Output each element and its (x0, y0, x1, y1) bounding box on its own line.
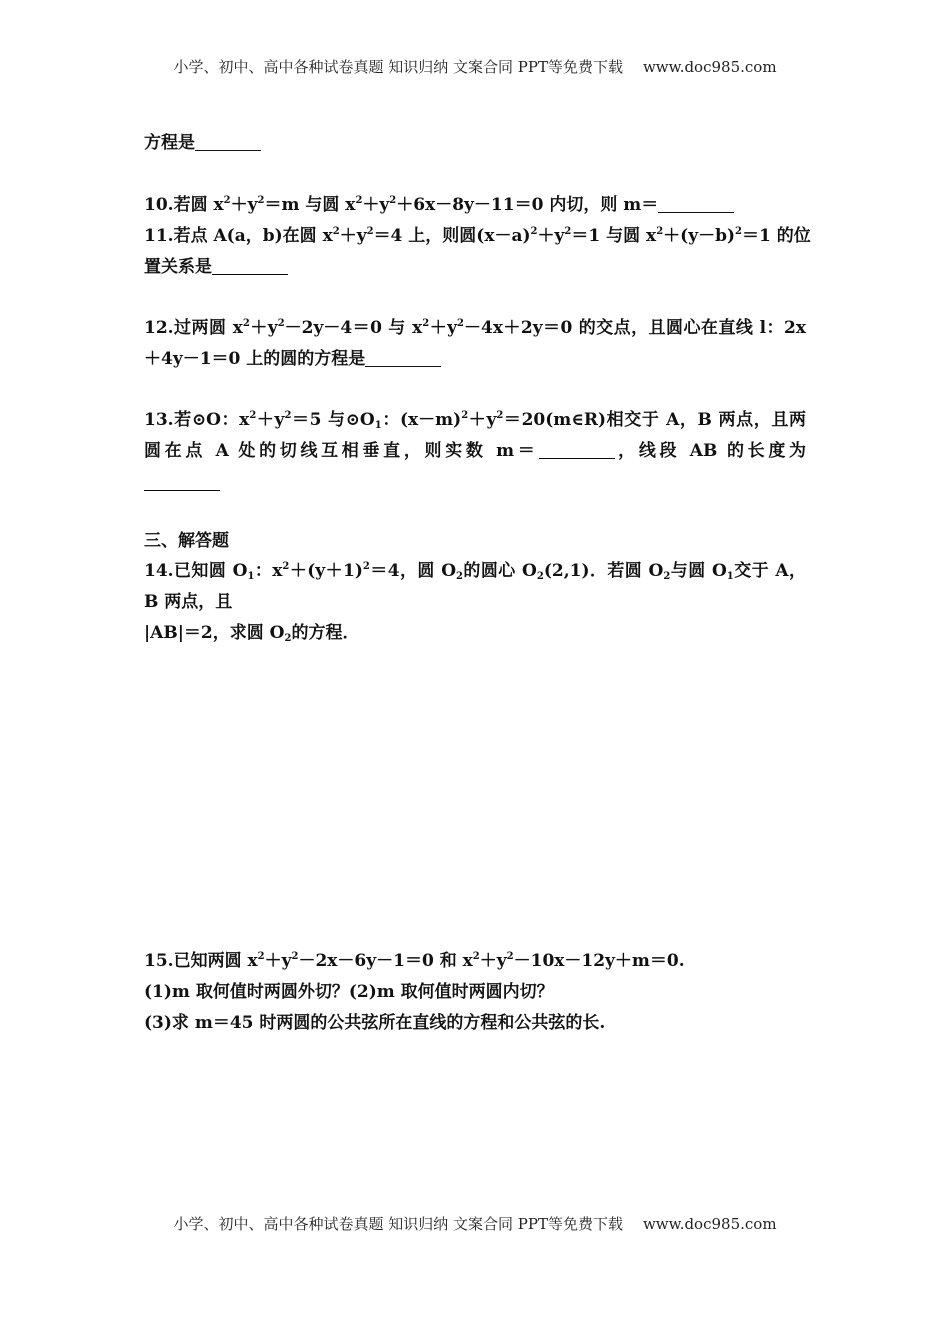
question-14-line3: |AB|＝2，求圆 $O_2$的方程． (144, 623, 360, 644)
question-15-part1-2: (1)m 取何值时两圆外切？(2)m 取何值时两圆内切？ (144, 982, 554, 1002)
question-15: 15.已知两圆 $x^2+y^2-2x-6y-1=0$ 和 $x^2+y^2-10x-12y+m=0$. (144, 951, 685, 971)
header-text: 小学、初中、高中各种试卷真题 知识归纳 文案合同 PPT等免费下载 (173, 58, 623, 76)
page-footer (0, 1213, 950, 1234)
question-14-line2: B 两点，且 (144, 592, 233, 612)
answer-blank[interactable] (144, 473, 220, 491)
question-11-line2: 置关系是 (144, 256, 806, 278)
footer-url: www.doc985.com (642, 1215, 777, 1233)
question-12: 12.过两圆 $x^2+y^2-2y-4=0$ 与 $x^2+y^2-4x+2y=0$ 的交点，且圆心在直线 l：2x (144, 318, 806, 338)
footer-text: 小学、初中、高中各种试卷真题 知识归纳 文案合同 PPT等免费下载 (173, 1215, 623, 1233)
question-10: 10.若圆 $x^2+y^2=m$ 与圆 $x^2+y^2+6x-8y-11=0$ 内切，则 m＝ (144, 194, 806, 216)
header-url: www.doc985.com (642, 58, 777, 76)
answer-blank[interactable] (365, 349, 441, 367)
question-14: 14.已知圆 $O_1$：$x^2+(y+1)^2=4$，圆 $O_2$的圆心 $O_2(2,1)$．若圆 $O_2$与圆 $O_1$交于 A， (144, 561, 807, 582)
question-12-line2: ＋4y－1＝0 上的圆的方程是 (144, 348, 806, 370)
answer-blank[interactable] (212, 257, 288, 275)
answer-blank[interactable] (539, 441, 615, 459)
question-13-line3 (144, 472, 806, 494)
question-13-line2: 圆在点 A 处的切线互相垂直，则实数 m＝ ，线段 AB 的长度为 (144, 441, 806, 461)
page-header (0, 56, 950, 77)
q9-tail: 方程是 (144, 132, 806, 154)
answer-blank[interactable] (658, 195, 734, 213)
section-title: 三、解答题 (144, 531, 229, 551)
question-13: 13.若⊙O：$x^2+y^2=5$ 与$⊙O_1$：$(x-m)^2+y^2=20(m\in R)$相交于 A，B 两点，且两 (144, 410, 807, 431)
answer-blank[interactable] (195, 133, 261, 151)
question-15-part3: (3)求 m＝45 时两圆的公共弦所在直线的方程和公共弦的长. (144, 1013, 606, 1033)
question-11: 11.若点 A(a，b)在圆 $x^2+y^2=4$ 上，则圆$(x-a)^2+y^2=1$ 与圆 $x^2+(y-b)^2=1$ 的位 (144, 226, 811, 246)
